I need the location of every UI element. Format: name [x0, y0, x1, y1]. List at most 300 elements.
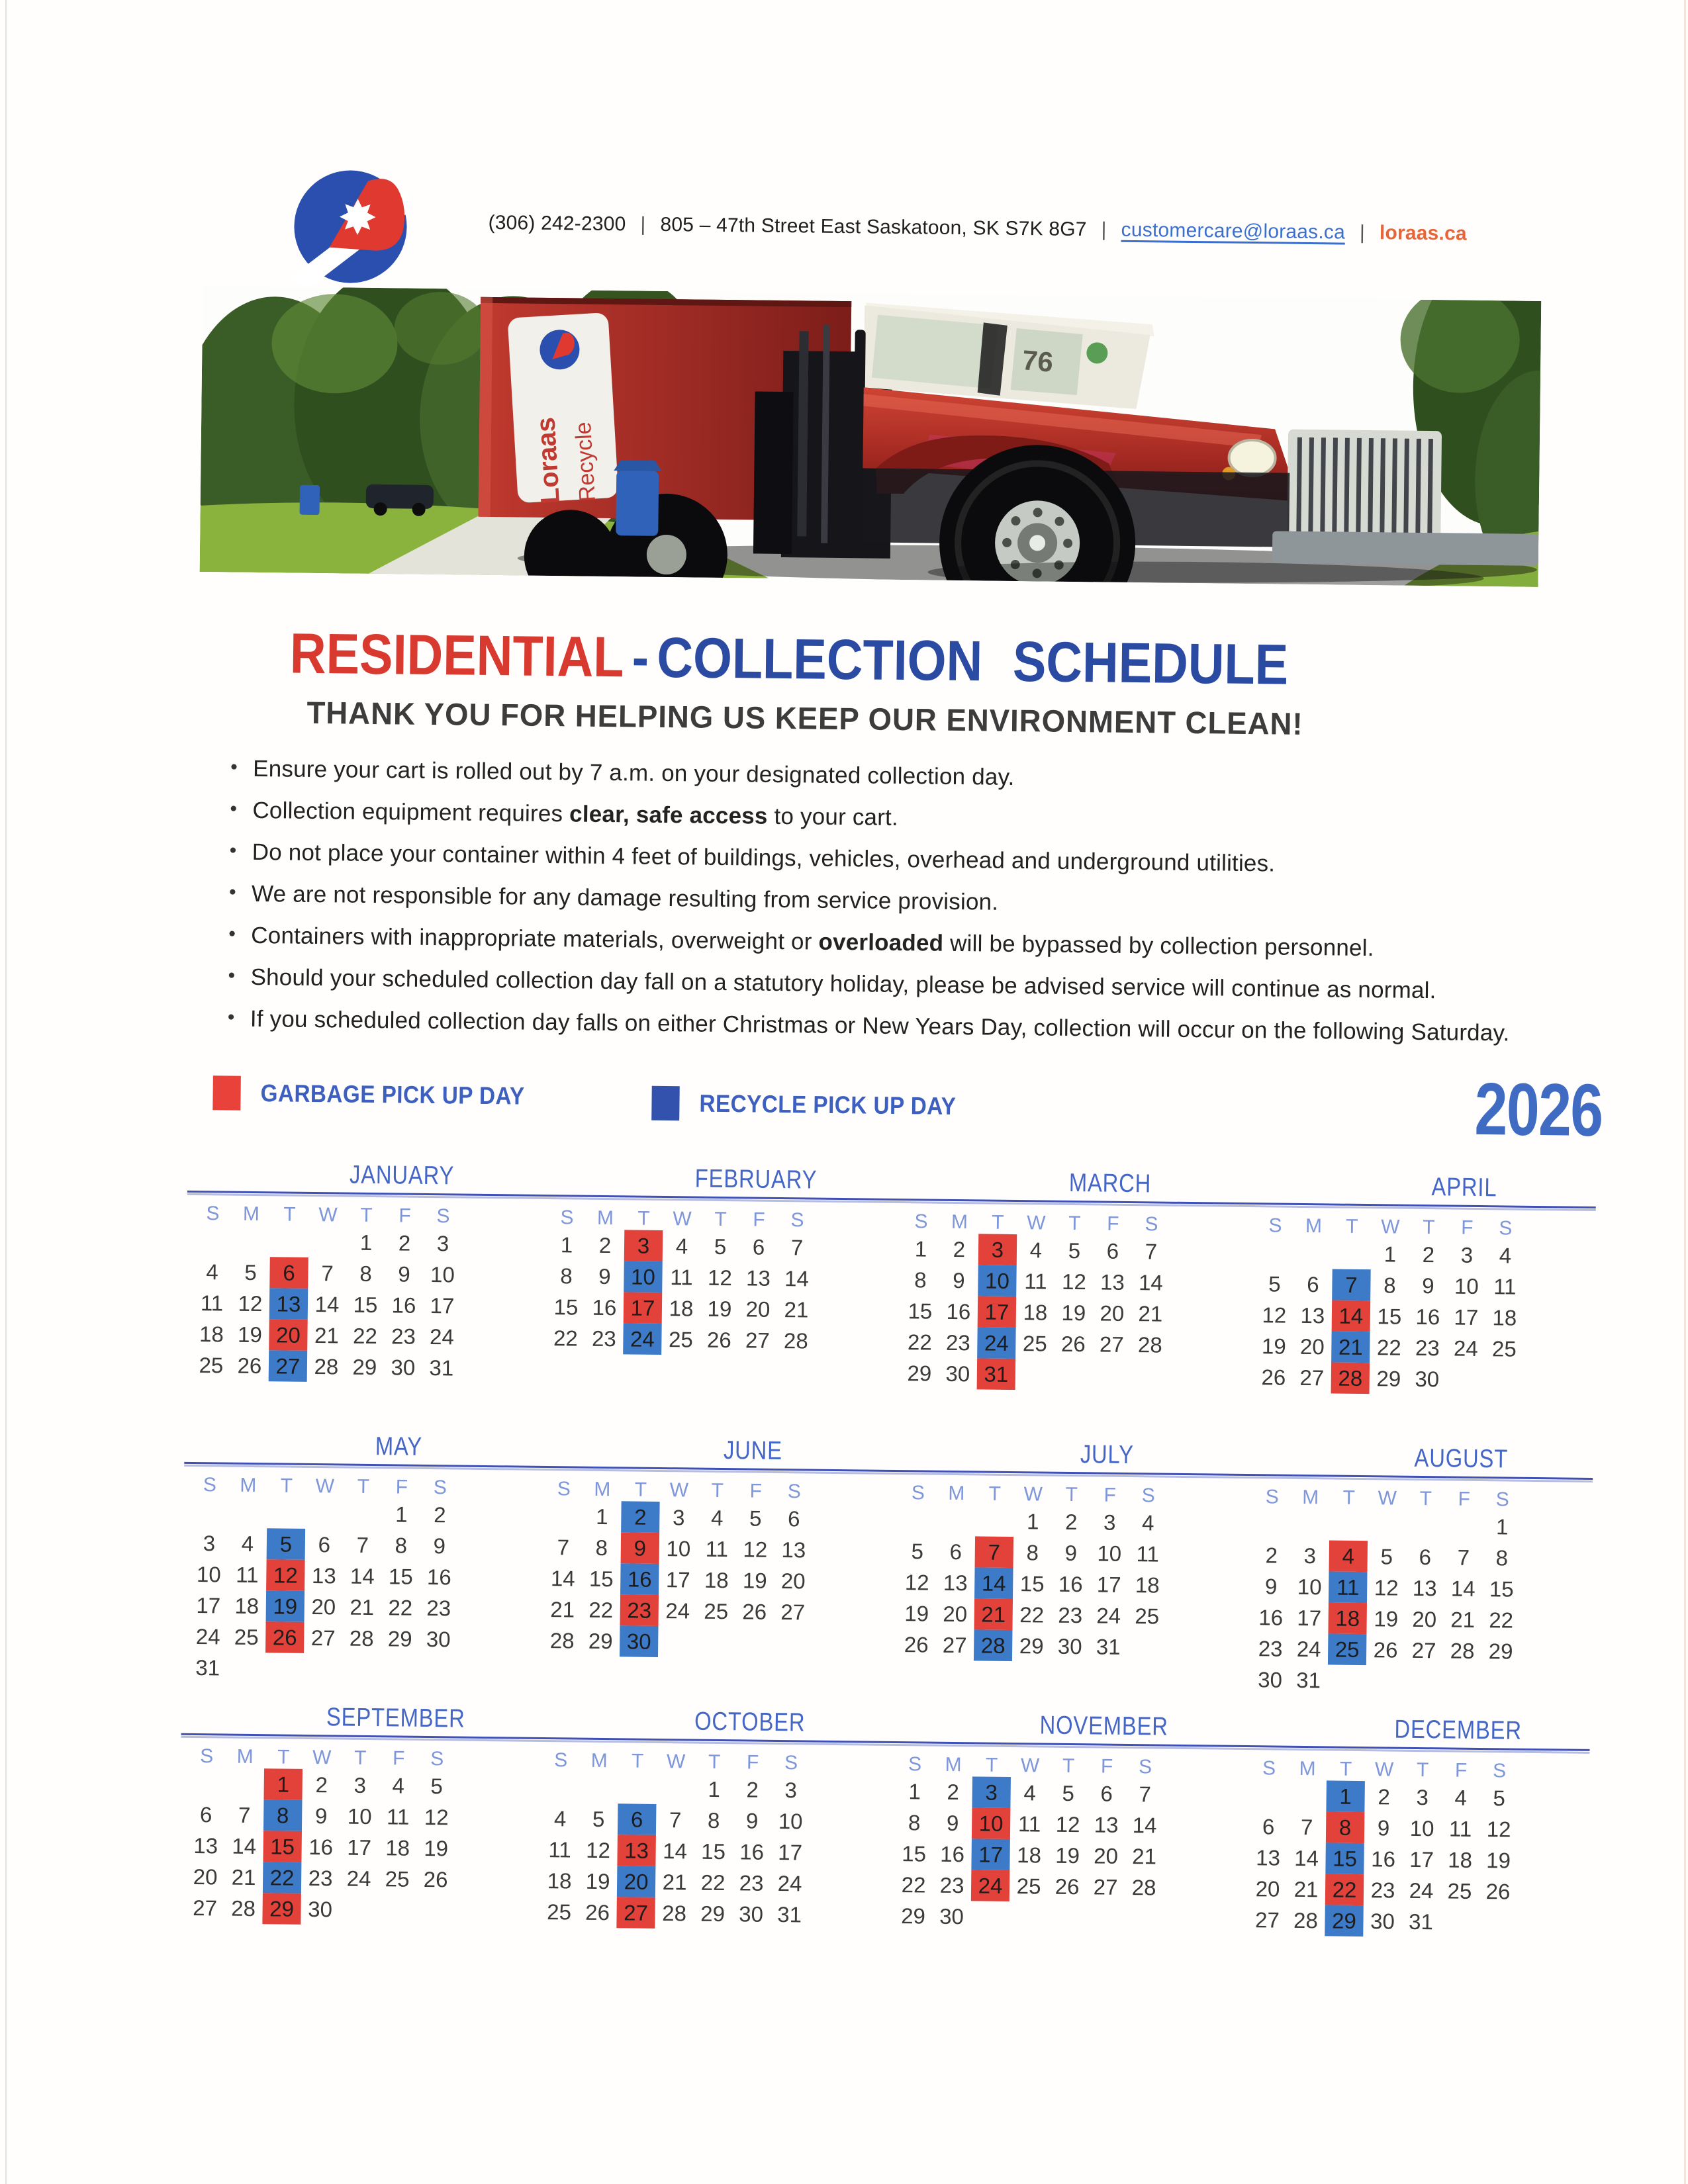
calendar-day: 15: [388, 1564, 413, 1589]
weekday-letter: F: [749, 1480, 763, 1502]
calendar-day: 9: [745, 1808, 759, 1833]
calendar-day: 16: [1258, 1605, 1284, 1630]
recycle-day: 20: [617, 1866, 656, 1897]
calendar-day: 10: [666, 1536, 691, 1561]
calendar-day: 2: [1265, 1543, 1278, 1568]
calendar-day: 15: [1489, 1576, 1514, 1602]
recycle-day: 19: [266, 1590, 305, 1622]
garbage-day: 20: [269, 1319, 308, 1351]
weekday-letter: S: [1265, 1486, 1279, 1508]
calendar-day: 1: [914, 1236, 927, 1261]
calendar-day: 11: [1493, 1274, 1517, 1299]
calendar-day: 4: [392, 1773, 405, 1798]
garbage-day: 6: [269, 1257, 308, 1289]
weekday-letter: S: [1262, 1757, 1276, 1780]
calendar-day: 13: [1094, 1812, 1119, 1837]
calendar-day: 27: [1254, 1907, 1280, 1933]
calendar-day: 28: [1293, 1907, 1319, 1933]
calendar-day: 13: [1300, 1302, 1325, 1328]
garbage-day: 31: [977, 1358, 1016, 1390]
calendar-day: 19: [1061, 1300, 1086, 1326]
empty-day-cell: [1368, 1510, 1407, 1541]
garbage-day: 23: [620, 1594, 659, 1626]
calendar-day: 3: [203, 1531, 216, 1556]
calendar-day: 7: [1145, 1239, 1158, 1264]
calendar-day: 2: [434, 1502, 446, 1527]
calendar-day: 14: [663, 1839, 688, 1864]
calendar-week: [189, 1559, 459, 1593]
calendar-day: 22: [1019, 1602, 1045, 1627]
calendar-day: 29: [588, 1628, 613, 1654]
calendar-day: 15: [908, 1298, 933, 1324]
weekday-letter: S: [1268, 1214, 1282, 1237]
recycle-day: 5: [267, 1528, 306, 1560]
empty-day-cell: [658, 1626, 697, 1658]
garbage-day: 1: [263, 1768, 303, 1800]
calendar-week: [894, 1838, 1164, 1872]
calendar-day: 16: [426, 1564, 451, 1590]
calendar-day: 14: [784, 1266, 810, 1291]
empty-day-cell: [1442, 1666, 1481, 1698]
empty-day-cell: [1333, 1238, 1372, 1269]
weekday-header: [1250, 1757, 1519, 1783]
calendar-week: [189, 1590, 459, 1624]
calendar-day: 2: [947, 1779, 960, 1805]
truck-photo: [200, 286, 1542, 587]
calendar-day: 18: [669, 1296, 694, 1321]
calendar-day: 11: [1017, 1811, 1041, 1837]
garbage-day: 7: [975, 1536, 1014, 1568]
calendar-day: 3: [784, 1778, 798, 1803]
calendar-day: 30: [1258, 1667, 1283, 1692]
weekday-header: [896, 1753, 1164, 1779]
calendar-day: 2: [398, 1230, 411, 1255]
title-collection-schedule: COLLECTION SCHEDULE: [656, 625, 1289, 697]
empty-day-cell: [305, 1498, 344, 1529]
recycle-day: 28: [974, 1629, 1013, 1661]
weekday-letter: F: [1458, 1488, 1471, 1510]
weekday-letter: S: [1138, 1756, 1152, 1778]
month-title: MAY: [375, 1432, 423, 1461]
calendar-day: 17: [430, 1293, 455, 1318]
title-dash: -: [632, 625, 649, 690]
calendar-day: 9: [598, 1263, 611, 1289]
empty-day-cell: [1015, 1359, 1055, 1390]
calendar-day: 1: [1026, 1509, 1039, 1534]
weekday-letter: M: [1302, 1486, 1319, 1509]
month-october: [539, 1706, 811, 1931]
calendar-day: 28: [314, 1354, 339, 1379]
garbage-day: 24: [971, 1870, 1010, 1901]
calendar-day: 28: [783, 1328, 808, 1353]
calendar-day: 24: [777, 1871, 802, 1896]
empty-day-cell: [1327, 1664, 1366, 1696]
calendar-day: 6: [1100, 1781, 1113, 1806]
calendar-day: 17: [1297, 1605, 1322, 1631]
calendar-day: 15: [701, 1839, 726, 1864]
calendar-day: 7: [356, 1532, 369, 1557]
weekday-letter: S: [557, 1478, 571, 1500]
calendar-day: 6: [1419, 1544, 1432, 1570]
separator: |: [1359, 221, 1366, 244]
calendar-day: 21: [350, 1594, 375, 1620]
loraas-logo-icon: [291, 167, 410, 287]
calendar-day: 31: [1408, 1909, 1434, 1934]
calendar-day: 21: [662, 1870, 687, 1895]
calendar-week: [192, 1349, 461, 1384]
calendar-day: 9: [1422, 1273, 1434, 1298]
month-title: JUNE: [723, 1436, 783, 1466]
calendar-grid: [185, 1159, 1591, 2002]
weekday-letter: W: [1027, 1212, 1046, 1234]
empty-day-cell: [937, 1505, 976, 1537]
month-title: NOVEMBER: [1039, 1711, 1169, 1741]
weekday-letter: W: [1020, 1754, 1040, 1777]
calendar-day: 6: [1262, 1814, 1275, 1839]
decal-loraas-text: Loraas: [531, 416, 566, 505]
weekday-letter: S: [914, 1210, 928, 1233]
weekday-letter: F: [395, 1476, 408, 1498]
weekday-letter: T: [985, 1754, 998, 1776]
calendar-day: 21: [231, 1864, 256, 1890]
website-link[interactable]: loraas.ca: [1379, 222, 1468, 245]
empty-day-cell: [975, 1505, 1014, 1537]
weekday-letter: M: [948, 1482, 965, 1505]
weekday-letter: M: [596, 1206, 614, 1230]
empty-day-cell: [1092, 1359, 1131, 1391]
calendar-day: 27: [1411, 1637, 1436, 1663]
calendar-week: [540, 1865, 810, 1899]
month-may: [188, 1430, 459, 1686]
calendar-day: 14: [232, 1833, 257, 1859]
calendar-day: 25: [1016, 1874, 1041, 1899]
calendar-day: 11: [1136, 1541, 1160, 1567]
calendar-day: 24: [195, 1624, 220, 1649]
email-link[interactable]: customercare@loraas.ca: [1121, 218, 1346, 244]
empty-day-cell: [1446, 1363, 1485, 1395]
recycle-day: 21: [1331, 1331, 1370, 1363]
empty-day-cell: [1406, 1510, 1445, 1542]
weekday-letter: S: [1145, 1213, 1158, 1236]
calendar-week: [1249, 1780, 1519, 1814]
calendar-day: 17: [778, 1840, 803, 1865]
weekday-letter: S: [1499, 1217, 1513, 1240]
empty-day-cell: [380, 1654, 419, 1686]
recycle-day: 10: [624, 1261, 663, 1293]
calendar-day: 7: [557, 1535, 570, 1560]
calendar-week: [187, 1799, 456, 1833]
calendar-day: 8: [595, 1535, 608, 1561]
weekday-header: [899, 1482, 1168, 1508]
calendar-week: [900, 1326, 1170, 1361]
recycle-day: 25: [1328, 1633, 1367, 1665]
instructions-list: [227, 756, 1528, 1062]
weekday-letter: T: [1062, 1754, 1075, 1778]
weekday-letter: T: [634, 1479, 647, 1501]
calendar-week: [1251, 1602, 1521, 1636]
calendar-week: [187, 1768, 457, 1802]
instruction-item: [230, 756, 1528, 797]
month-title: JANUARY: [349, 1160, 455, 1191]
garbage-day: 14: [1332, 1300, 1371, 1332]
empty-day-cell: [1444, 1510, 1483, 1542]
weekday-letter: T: [280, 1475, 293, 1497]
calendar-week: [190, 1496, 459, 1531]
bullet-dot-icon: •: [228, 923, 236, 945]
calendar-day: 29: [1019, 1633, 1044, 1659]
garbage-day: 17: [978, 1296, 1017, 1328]
calendar-day: 13: [311, 1563, 336, 1588]
calendar-day: 29: [387, 1626, 412, 1651]
calendar-day: 10: [430, 1262, 455, 1287]
calendar-week: [186, 1861, 455, 1895]
calendar-day: 29: [700, 1901, 726, 1927]
calendar-day: 29: [1488, 1639, 1513, 1664]
empty-day-cell: [1047, 1902, 1086, 1934]
calendar-day: 27: [1099, 1332, 1124, 1357]
calendar-row-3: [185, 1702, 1585, 1989]
calendar-week: [901, 1295, 1170, 1330]
calendar-day: 16: [592, 1295, 617, 1320]
calendar-day: 25: [199, 1353, 224, 1378]
month-title: OCTOBER: [694, 1707, 806, 1737]
calendar-day: 5: [749, 1506, 762, 1531]
empty-day-cell: [190, 1496, 229, 1528]
calendar-week: [543, 1563, 813, 1597]
calendar-day: 15: [1377, 1304, 1402, 1329]
instruction-text: Collection equipment requires: [252, 797, 570, 827]
scan-edge-artifact: [1684, 0, 1686, 2184]
weekday-letter: F: [1461, 1216, 1474, 1239]
calendar-day: 5: [430, 1774, 444, 1799]
calendar-week: [1248, 1873, 1518, 1907]
weekday-letter: S: [784, 1752, 798, 1774]
calendar-week: [185, 1892, 455, 1927]
garbage-day: 26: [265, 1621, 305, 1653]
calendar-day: 12: [1486, 1817, 1511, 1842]
calendar-day: 23: [1058, 1602, 1083, 1628]
weekday-letter: S: [200, 1745, 214, 1768]
empty-day-cell: [228, 1497, 267, 1529]
calendar-day: 20: [1100, 1300, 1125, 1326]
weekday-letter: M: [951, 1210, 968, 1234]
calendar-day: 4: [1454, 1785, 1468, 1810]
weekday-letter: F: [392, 1747, 405, 1770]
calendar-week: [543, 1594, 813, 1628]
calendar-day: 26: [585, 1899, 610, 1925]
month-title: APRIL: [1431, 1173, 1497, 1203]
calendar-day: 5: [244, 1259, 257, 1285]
weekday-letter: T: [1419, 1487, 1432, 1510]
garbage-color-swatch: [212, 1075, 241, 1110]
instruction-item: [230, 839, 1527, 880]
calendar-day: 16: [739, 1839, 765, 1864]
calendar-week: [193, 1225, 463, 1259]
empty-day-cell: [377, 1894, 416, 1926]
instruction-text: If you scheduled collection day falls on either Christmas or New Years Day, collection will occur on the following Saturday.: [250, 1005, 1510, 1046]
empty-day-cell: [773, 1627, 812, 1659]
year-label: 2026: [1474, 1067, 1603, 1152]
empty-day-cell: [1252, 1508, 1291, 1540]
weekday-letter: F: [1454, 1759, 1468, 1782]
weekday-header: [1253, 1486, 1522, 1512]
weekday-letter: F: [1103, 1484, 1117, 1506]
empty-day-cell: [1127, 1631, 1166, 1663]
calendar-week: [193, 1287, 462, 1322]
calendar-day: 14: [1294, 1845, 1319, 1871]
weekday-letter: F: [1107, 1212, 1119, 1235]
weekday-letter: S: [908, 1753, 922, 1776]
calendar-day: 13: [745, 1265, 771, 1291]
month-july: [897, 1438, 1168, 1663]
calendar-day: 23: [939, 1872, 964, 1898]
calendar-day: 17: [1096, 1572, 1121, 1597]
weekday-letter: F: [753, 1208, 765, 1231]
empty-day-cell: [1131, 1360, 1170, 1392]
calendar-day: 1: [595, 1504, 608, 1529]
month-title: AUGUST: [1414, 1443, 1509, 1474]
calendar-day: 20: [1412, 1606, 1437, 1632]
empty-day-cell: [1329, 1509, 1368, 1541]
recycle-day: 7: [1332, 1269, 1371, 1300]
separator: |: [1101, 218, 1107, 241]
calendar-day: 22: [388, 1595, 413, 1620]
calendar-day: 4: [1499, 1243, 1512, 1268]
calendar-day: 6: [949, 1539, 962, 1565]
empty-day-cell: [267, 1497, 306, 1529]
recycle-day: 24: [623, 1323, 662, 1355]
instruction-item: [228, 923, 1526, 964]
calendar-day: 23: [945, 1330, 970, 1355]
weekday-header: [187, 1745, 456, 1771]
calendar-day: 11: [200, 1291, 224, 1316]
weekday-letter: S: [560, 1206, 574, 1229]
calendar-day: 24: [1296, 1636, 1321, 1662]
calendar-day: 8: [914, 1267, 927, 1293]
calendar-day: 4: [710, 1505, 724, 1531]
calendar-day: 17: [1454, 1304, 1479, 1330]
calendar-day: 14: [1138, 1270, 1164, 1295]
calendar-day: 11: [670, 1265, 693, 1290]
calendar-day: 28: [1131, 1875, 1156, 1900]
recycle-day: 24: [977, 1327, 1016, 1359]
calendar-day: 27: [1093, 1874, 1118, 1899]
calendar-day: 26: [1060, 1331, 1086, 1357]
calendar-day: 26: [742, 1599, 767, 1624]
calendar-day: 22: [553, 1326, 579, 1351]
calendar-week: [895, 1807, 1164, 1841]
garbage-day: 22: [1325, 1874, 1364, 1905]
calendar-week: [541, 1803, 810, 1837]
calendar-day: 18: [1492, 1305, 1517, 1330]
calendar-week: [193, 1256, 462, 1291]
calendar-day: 21: [1132, 1844, 1157, 1869]
calendar-day: 12: [707, 1265, 733, 1291]
calendar-week: [1249, 1811, 1519, 1845]
calendar-day: 5: [1062, 1780, 1075, 1806]
weekday-letter: F: [399, 1205, 411, 1227]
recycle-legend-label: RECYCLE PICK UP DAY: [699, 1089, 957, 1120]
calendar-day: 9: [314, 1803, 328, 1829]
calendar-day: 12: [1374, 1575, 1399, 1600]
weekday-letter: S: [1495, 1488, 1509, 1511]
empty-day-cell: [1485, 1364, 1524, 1396]
bullet-dot-icon: •: [228, 964, 236, 987]
calendar-day: 9: [433, 1533, 446, 1559]
calendar-day: 27: [745, 1328, 770, 1353]
calendar-day: 28: [549, 1628, 575, 1653]
calendar-day: 19: [707, 1296, 732, 1322]
page-subtitle: THANK YOU FOR HELPING US KEEP OUR ENVIRONMENT CLEAN!: [306, 694, 1303, 741]
calendar-week: [192, 1318, 461, 1353]
weekday-header: [191, 1474, 459, 1500]
empty-day-cell: [1249, 1780, 1288, 1811]
weekday-letter: S: [1492, 1760, 1507, 1782]
empty-day-cell: [656, 1773, 695, 1805]
calendar-day: 23: [426, 1595, 451, 1621]
calendar-day: 26: [904, 1632, 929, 1657]
weekday-letter: S: [553, 1749, 568, 1772]
empty-day-cell: [187, 1768, 226, 1799]
calendar-day: 22: [901, 1872, 926, 1897]
month-march: [900, 1167, 1172, 1392]
calendar-day: 24: [1409, 1878, 1434, 1903]
calendar-day: 17: [1409, 1846, 1434, 1872]
calendar-day: 19: [1486, 1848, 1511, 1873]
calendar-day: 1: [359, 1230, 373, 1255]
month-august: [1250, 1442, 1522, 1698]
truck-number: 76: [1021, 344, 1055, 378]
empty-day-cell: [735, 1627, 774, 1659]
calendar-day: 24: [346, 1866, 371, 1891]
calendar-day: 30: [1370, 1909, 1395, 1934]
scan-edge-artifact: [5, 0, 7, 2184]
garbage-day: 28: [1331, 1362, 1370, 1394]
calendar-week: [894, 1900, 1163, 1934]
calendar-day: 5: [592, 1806, 605, 1832]
calendar-day: 23: [391, 1324, 416, 1349]
calendar-day: 7: [1139, 1782, 1152, 1807]
weekday-letter: W: [1378, 1487, 1397, 1510]
weekday-letter: T: [1065, 1483, 1078, 1506]
calendar-week: [189, 1621, 458, 1655]
instruction-bold-text: overloaded: [818, 929, 944, 956]
instruction-bold-text: clear, safe access: [569, 801, 768, 829]
calendar-day: 2: [746, 1777, 759, 1802]
weekday-letter: S: [787, 1480, 802, 1503]
calendar-day: 5: [911, 1539, 924, 1564]
calendar-day: 23: [1258, 1636, 1283, 1661]
weekday-letter: M: [594, 1478, 611, 1501]
empty-day-cell: [1481, 1666, 1520, 1698]
calendar-day: 19: [424, 1835, 449, 1861]
weekday-letter: T: [1068, 1212, 1081, 1235]
recycle-day: 27: [269, 1350, 308, 1382]
weekday-letter: T: [988, 1482, 1002, 1505]
garbage-day: 3: [624, 1230, 663, 1261]
calendar-day: 20: [311, 1594, 336, 1619]
calendar-day: 12: [1262, 1302, 1287, 1328]
calendar-day: 23: [1415, 1335, 1440, 1361]
calendar-day: 19: [1055, 1843, 1080, 1868]
calendar-day: 9: [1377, 1815, 1390, 1841]
weekday-letter: W: [1381, 1216, 1400, 1238]
empty-day-cell: [232, 1226, 271, 1257]
calendar-day: 1: [708, 1776, 721, 1802]
calendar-day: 29: [1376, 1366, 1401, 1391]
calendar-day: 28: [1137, 1332, 1162, 1357]
calendar-day: 29: [352, 1354, 377, 1380]
